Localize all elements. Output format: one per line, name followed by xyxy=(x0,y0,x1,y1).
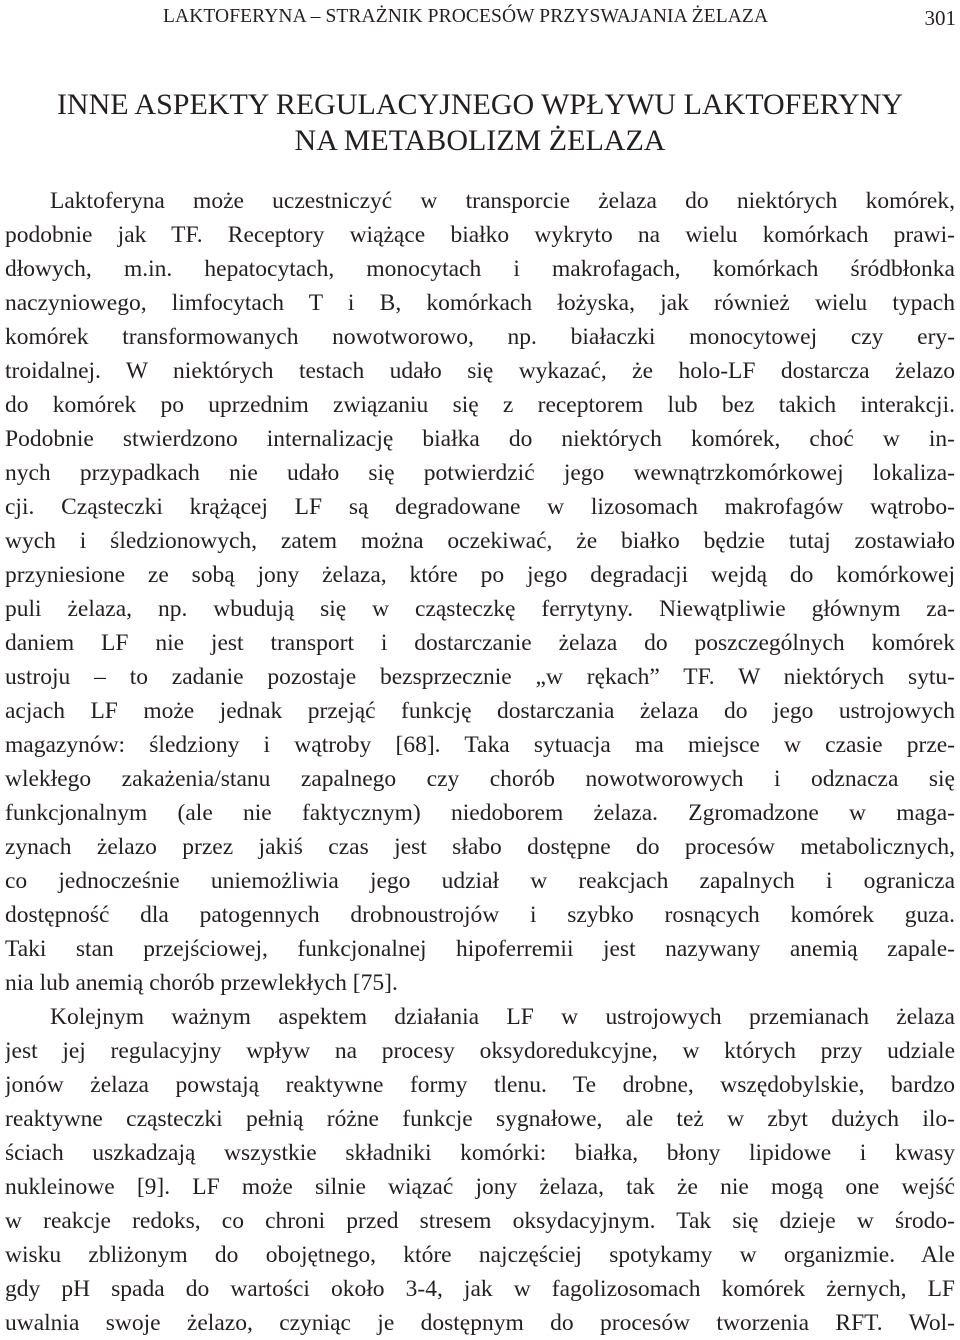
text-line: Taki stan przejściowej, funkcjonalnej hipoferremii jest nazywany anemią zapale- xyxy=(5,936,955,962)
text-line: jest jej regulacyjny wpływ na procesy oksydoredukcyjne, w których przy udziale xyxy=(5,1038,955,1064)
text-line: magazynów: śledziony i wątroby [68]. Taka sytuacja ma miejsce w czasie prze- xyxy=(5,732,955,758)
section-title-line-2: NA METABOLIZM ŻELAZA xyxy=(294,124,666,157)
text-line: nia lub anemią chorób przewlekłych [75]. xyxy=(5,970,398,996)
section-title xyxy=(0,87,960,159)
text-line: Kolejnym ważnym aspektem działania LF w ustrojowych przemianach żelaza xyxy=(50,1004,955,1030)
text-line: acjach LF może jednak przejąć funkcję dostarczania żelaza do jego ustrojowych xyxy=(5,698,955,724)
text-line: wych i śledzionowych, zatem można oczekiwać, że białko będzie tutaj zostawiało xyxy=(5,528,955,554)
text-line: Laktoferyna może uczestniczyć w transporcie żelaza do niektórych komórek, xyxy=(50,188,955,214)
text-line: podobnie jak TF. Receptory wiążące białko wykryto na wielu komórkach prawi- xyxy=(5,222,955,248)
text-line: nych przypadkach nie udało się potwierdzić jego wewnątrzkomórkowej lokaliza- xyxy=(5,460,955,486)
text-line: do komórek po uprzednim związaniu się z receptorem lub bez takich interakcji. xyxy=(5,392,955,418)
text-line: w reakcje redoks, co chroni przed stresem oksydacyjnym. Tak się dzieje w środo- xyxy=(5,1208,955,1234)
text-line: komórek transformowanych nowotworowo, np. białaczki monocytowej czy ery- xyxy=(5,324,955,350)
text-line: Podobnie stwierdzono internalizację białka do niektórych komórek, choć w in- xyxy=(5,426,955,452)
text-line: puli żelaza, np. wbudują się w cząsteczkę ferrytyny. Niewątpliwie głównym za- xyxy=(5,596,955,622)
text-line: jonów żelaza powstają reaktywne formy tlenu. Te drobne, wszędobylskie, bardzo xyxy=(5,1072,955,1098)
running-head: LAKTOFERYNA – STRAŻNIK PROCESÓW PRZYSWAJANIA ŻELAZA xyxy=(163,6,769,27)
text-line: troidalnej. W niektórych testach udało się wykazać, że holo-LF dostarcza żelazo xyxy=(5,358,955,384)
text-line: funkcjonalnym (ale nie faktycznym) niedoborem żelaza. Zgromadzone w maga- xyxy=(5,800,955,826)
text-line: wisku zbliżonym do obojętnego, które najczęściej spotykamy w organizmie. Ale xyxy=(5,1242,955,1268)
text-line: nukleinowe [9]. LF może silnie wiązać jony żelaza, tak że nie mogą one wejść xyxy=(5,1174,955,1200)
text-line: ściach uszkadzają wszystkie składniki komórki: białka, błony lipidowe i kwasy xyxy=(5,1140,955,1166)
text-line: ustroju – to zadanie pozostaje bezsprzecznie „w rękach” TF. W niektórych sytu- xyxy=(5,664,955,690)
page-number: 301 xyxy=(924,6,956,30)
body-text xyxy=(5,184,955,1340)
text-line: przyniesione ze sobą jony żelaza, które po jego degradacji wejdą do komórkowej xyxy=(5,562,955,588)
text-line: cji. Cząsteczki krążącej LF są degradowane w lizosomach makrofagów wątrobo- xyxy=(5,494,955,520)
text-line: wlekłego zakażenia/stanu zapalnego czy chorób nowotworowych i odznacza się xyxy=(5,766,955,792)
text-line: gdy pH spada do wartości około 3-4, jak w fagolizosomach komórek żernych, LF xyxy=(5,1276,955,1302)
text-line: uwalnia swoje żelazo, czyniąc je dostępnym do procesów tworzenia RFT. Wol- xyxy=(5,1310,955,1336)
text-line: reaktywne cząsteczki pełnią różne funkcje sygnałowe, ale też w zbyt dużych ilo- xyxy=(5,1106,955,1132)
text-line: zynach żelazo przez jakiś czas jest słabo dostępne do procesów metabolicznych, xyxy=(5,834,955,860)
text-line: naczyniowego, limfocytach T i B, komórkach łożyska, jak również wielu typach xyxy=(5,290,955,316)
text-line: dostępność dla patogennych drobnoustrojów i szybko rosnących komórek guza. xyxy=(5,902,955,928)
text-line: daniem LF nie jest transport i dostarczanie żelaza do poszczególnych komórek xyxy=(5,630,955,656)
text-line: co jednocześnie uniemożliwia jego udział w reakcjach zapalnych i ogranicza xyxy=(5,868,955,894)
text-line: dłowych, m.in. hepatocytach, monocytach i makrofagach, komórkach śródbłonka xyxy=(5,256,955,282)
section-title-line-1: INNE ASPEKTY REGULACYJNEGO WPŁYWU LAKTOFERYNY xyxy=(56,88,904,121)
